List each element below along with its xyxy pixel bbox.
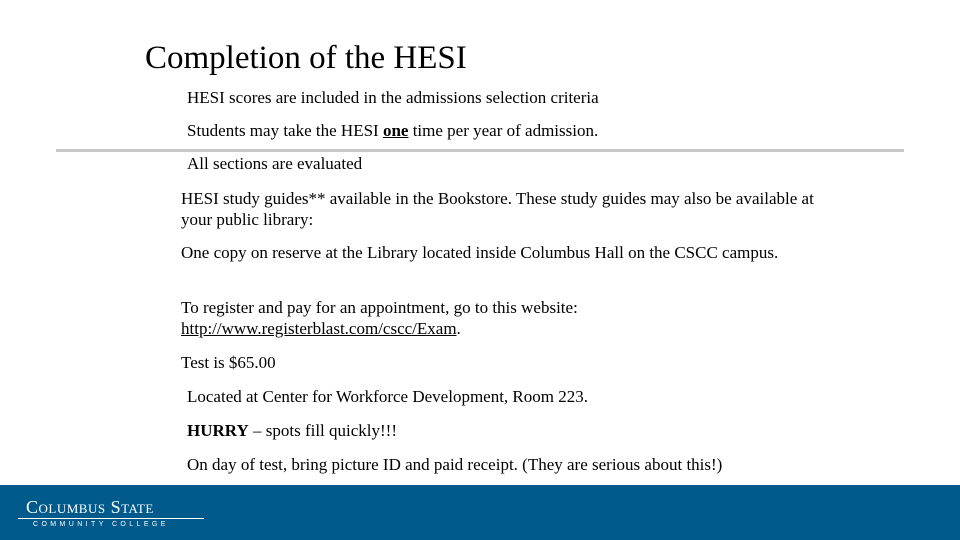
- bullet-text-part: – spots fill quickly!!!: [248, 421, 397, 440]
- bullet-text-part: time per year of admission.: [408, 121, 599, 140]
- bullet-library-copy: One copy on reserve at the Library located inside Columbus Hall on the CSCC campus.: [181, 243, 779, 262]
- emphasis-hurry: HURRY: [187, 421, 249, 440]
- register-link[interactable]: http://www.registerblast.com/cscc/Exam: [181, 319, 457, 338]
- bullet-test-price: Test is $65.00: [181, 353, 276, 372]
- college-logo-sub: COMMUNITY COLLEGE: [33, 521, 169, 528]
- section-divider: [56, 149, 904, 152]
- bullet-hurry: [187, 420, 397, 441]
- logo-rule: [18, 518, 204, 519]
- college-logo-name: Columbus State: [26, 497, 154, 517]
- slide-title: Completion of the HESI: [145, 40, 467, 76]
- emphasis-one: one: [382, 121, 409, 140]
- bullet-all-sections: All sections are evaluated: [187, 154, 363, 173]
- bullet-take-once: [187, 120, 598, 141]
- footer-bar: [0, 485, 960, 540]
- bullet-register: [181, 297, 601, 339]
- bullet-text-part: Students may take the HESI: [187, 121, 383, 140]
- bullet-day-of-test: On day of test, bring picture ID and paid receipt. (They are serious about this!): [187, 455, 723, 474]
- bullet-study-guides: HESI study guides** available in the Bookstore. These study guides may also be available at your public library:: [181, 189, 814, 229]
- bullet-text-part: To register and pay for an appointment, go to this website:: [181, 298, 578, 317]
- bullet-text-part: .: [456, 319, 461, 338]
- bullet-hesi-scores: HESI scores are included in the admissions selection criteria: [187, 88, 599, 107]
- bullet-location: Located at Center for Workforce Development, Room 223.: [187, 387, 588, 406]
